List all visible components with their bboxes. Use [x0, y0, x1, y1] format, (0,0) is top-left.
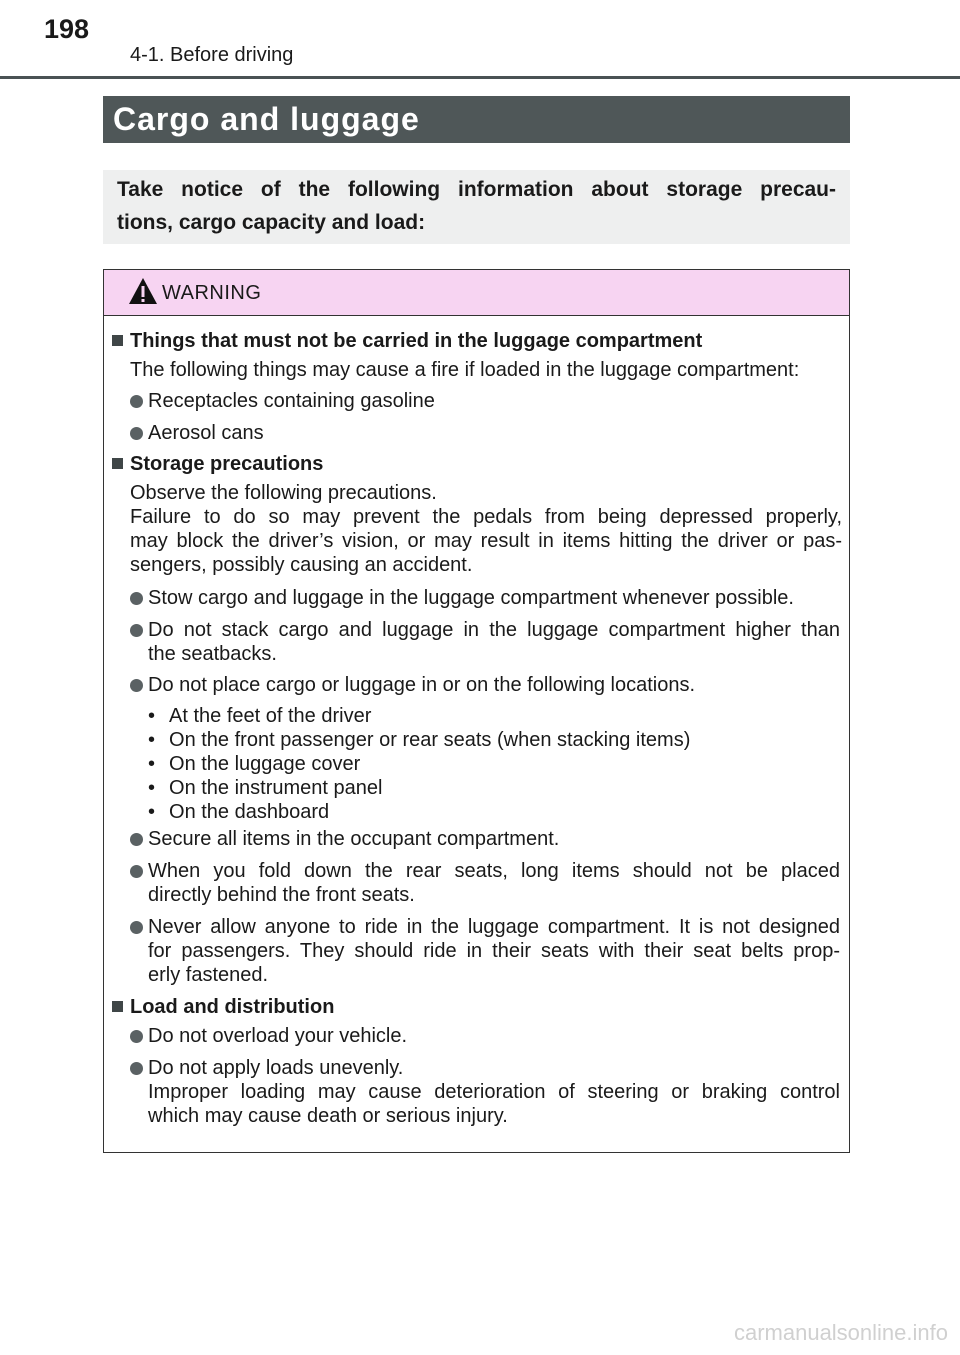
list-item-text: directly behind the front seats. — [148, 884, 415, 906]
bullet-dot-icon — [130, 921, 143, 934]
warning-triangle-icon — [128, 277, 158, 305]
warning-box — [103, 269, 850, 1153]
list-item-text: Stow cargo and luggage in the luggage compartment whenever possible. — [148, 587, 794, 609]
square-bullet-icon — [112, 335, 123, 346]
list-item-text: Do not overload your vehicle. — [148, 1025, 408, 1047]
intro-box — [103, 170, 850, 244]
section-heading: Storage precautions — [112, 452, 323, 476]
paragraph-line: Observe the following precautions. — [130, 482, 437, 504]
bullet-dot-icon — [130, 679, 143, 692]
list-item-text: Receptacles containing gasoline — [148, 390, 435, 412]
list-item-text: the seatbacks. — [148, 643, 277, 665]
section-heading: Load and distribution — [112, 995, 334, 1019]
bullet-dot-icon — [130, 865, 143, 878]
warning-body — [104, 316, 848, 1146]
square-bullet-icon — [112, 1001, 123, 1012]
section-title: 4-1. Before driving — [130, 44, 294, 66]
bullet-dot-icon — [130, 1062, 143, 1075]
bullet-dot-icon — [130, 833, 143, 846]
list-item-text: Do not stack cargo and luggage in the luggage compartment higher than — [148, 619, 840, 641]
list-item-text: Aerosol cans — [148, 422, 264, 444]
bullet-dot-icon — [130, 1030, 143, 1043]
square-bullet-icon — [112, 458, 123, 469]
warning-header — [104, 270, 849, 316]
header-rule — [0, 76, 960, 79]
watermark: carmanualsonline.info — [733, 1320, 948, 1345]
list-item-text: Do not place cargo or luggage in or on the following locations. — [148, 674, 696, 696]
warning-label: WARNING — [162, 282, 262, 304]
intro-line-1: Take notice of the following information about storage precau- — [117, 178, 836, 201]
page-number: 198 — [44, 14, 90, 44]
location-item: • On the dashboard — [148, 800, 329, 824]
page-title-banner: Cargo and luggage — [103, 96, 850, 143]
paragraph-line: may block the driver’s vision, or may result in items hitting the driver or pas- — [130, 530, 842, 552]
list-item-text: for passengers. They should ride in their seats with their seat belts prop- — [148, 940, 840, 962]
intro-line-2: tions, cargo capacity and load: — [117, 211, 426, 234]
paragraph-line: The following things may cause a fire if loaded in the luggage compartment: — [130, 359, 800, 381]
paragraph-line: Failure to do so may prevent the pedals from being depressed properly, — [130, 506, 842, 528]
section-heading: Things that must not be carried in the luggage compartment — [112, 329, 702, 353]
location-item: • On the luggage cover — [148, 752, 360, 776]
bullet-dot-icon — [130, 427, 143, 440]
list-item-text: erly fastened. — [148, 964, 269, 986]
location-item: • On the front passenger or rear seats (when stacking items) — [148, 728, 690, 752]
list-item-text: When you fold down the rear seats, long items should not be placed — [148, 860, 840, 882]
list-item-text: which may cause death or serious injury. — [148, 1105, 508, 1127]
bullet-dot-icon — [130, 592, 143, 605]
paragraph-line: sengers, possibly causing an accident. — [130, 554, 473, 576]
location-item: • At the feet of the driver — [148, 704, 371, 728]
list-item-text: Do not apply loads unevenly. — [148, 1057, 404, 1079]
bullet-dot-icon — [130, 395, 143, 408]
list-item-text: Secure all items in the occupant compartment. — [148, 828, 560, 850]
list-item-text: Never allow anyone to ride in the luggage compartment. It is not designed — [148, 916, 840, 938]
bullet-dot-icon — [130, 624, 143, 637]
list-item-text: Improper loading may cause deterioration of steering or braking control — [148, 1081, 840, 1103]
location-item: • On the instrument panel — [148, 776, 382, 800]
